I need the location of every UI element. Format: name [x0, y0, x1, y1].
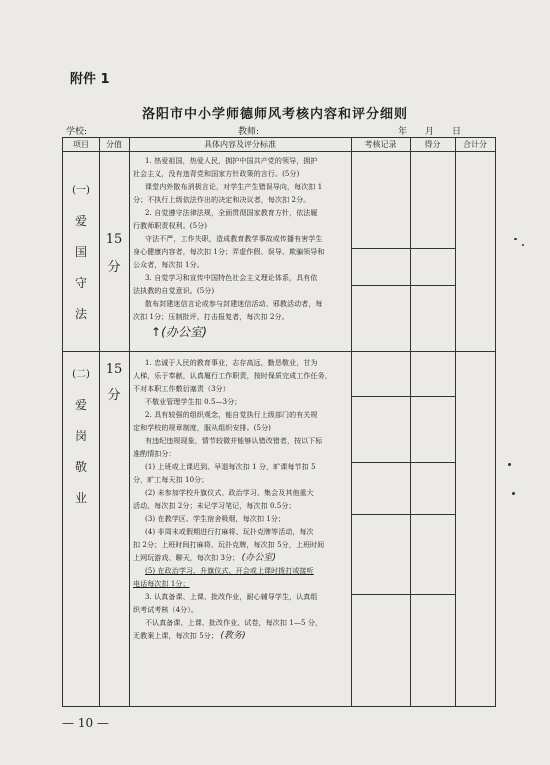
- section1-score: [99, 230, 129, 278]
- scan-speck: [508, 463, 511, 466]
- header-score: 分值: [106, 140, 122, 149]
- section2-score-value: 15: [105, 362, 123, 377]
- handwritten-note: (教务): [220, 631, 246, 641]
- section1-char: 国: [74, 245, 87, 259]
- section2-score-unit: 分: [107, 388, 121, 403]
- content-line: 定和学校的规章制度，服从组织安排。(5分): [133, 424, 272, 432]
- content-line: (1) 上班或上课迟到、早退每次扣 1 分，旷课每节扣 5: [145, 463, 316, 471]
- header-project: 项目: [73, 140, 89, 149]
- content-line: (3) 在教学区、学生宿舍吸烟，每次扣 1分；: [145, 515, 286, 523]
- content-line: 公众者，每次扣 1分。: [133, 261, 204, 269]
- content-line: 扣 2分；上班时间打麻将、玩扑克牌，每次扣 5分，上班时间: [133, 541, 325, 549]
- content-line: (5) 在政治学习、升旗仪式、开会或上课时拨打或接听: [145, 567, 314, 575]
- content-line: 不认真备课、上课、批改作业、试卷，每次扣 1—5 分，: [145, 619, 323, 627]
- grid-line: [351, 514, 455, 515]
- teacher-label: 教师:: [238, 127, 260, 137]
- section1-number: (一): [72, 185, 90, 196]
- scan-speck: [514, 238, 517, 240]
- content-line: 不敬业管理学生扣 0.5—3分；: [145, 398, 242, 406]
- content-line: 2. 具有较强的组织观念，能自觉执行上级部门的有关规: [145, 411, 318, 419]
- handwritten-note: (办公室): [241, 553, 277, 563]
- content-line-part: 上网玩游戏、聊天，每次扣 3分；: [133, 554, 240, 562]
- school-label: 学校:: [66, 127, 88, 137]
- content-line: 1. 热爱祖国，热爱人民，拥护中国共产党的领导，拥护: [145, 157, 318, 165]
- content-line: 有违纪违规现象，情节较微并能够认错改错者，按以下标: [145, 437, 323, 445]
- content-line: 散布封建迷信言论或参与封建迷信活动、邪教活动者，每: [145, 300, 323, 308]
- document-title: 洛阳市中小学师德师风考核内容和评分细则: [141, 107, 408, 122]
- content-line: 活动，每次扣 2分；未记学习笔记，每次扣 0.5分；: [133, 502, 296, 510]
- content-line: 3. 认真备课、上课、批改作业，耐心辅导学生，认真组: [145, 593, 318, 601]
- section1-char: 守: [74, 276, 87, 290]
- grid-line: [351, 248, 455, 249]
- content-line: 分；不执行上级依法作出的决定和决议者，每次扣 2分。: [133, 196, 311, 204]
- content-line: 社会主义，没有违背党和国家方针政策的言行。(5分): [133, 170, 300, 178]
- section2-score: [99, 360, 129, 406]
- content-line: 法执教的自觉意识。(5分): [133, 287, 215, 295]
- grid-line: [351, 594, 455, 595]
- attachment-label: 附件 1: [70, 72, 110, 87]
- content-line-part: 无教案上课，每次扣 5分；: [133, 632, 218, 640]
- content-line: (4) 非周末或假期进行打麻将、玩扑克牌等活动，每次: [145, 528, 314, 536]
- section2-char: 岗: [74, 429, 87, 443]
- table-header: [63, 138, 495, 152]
- section1-content: [133, 155, 351, 339]
- header-record: 考核记录: [364, 140, 397, 149]
- content-line: 不对本职工作敷衍塞责（3分）: [133, 385, 230, 393]
- grid-line: [410, 138, 411, 706]
- grid-line: [351, 462, 455, 463]
- content-line: 课堂内外散布消极言论，对学生产生错误导向，每次扣 1: [145, 183, 323, 191]
- section1-score-unit: 分: [107, 260, 121, 275]
- section1-project: [63, 180, 99, 325]
- section2-project: [63, 364, 99, 509]
- section-divider: [63, 351, 495, 352]
- content-line: 人梯，乐于奉献，认真履行工作职责，按时保质完成工作任务，: [133, 372, 332, 380]
- grid-line: [351, 138, 352, 706]
- grid-line: [351, 285, 455, 286]
- content-line: [133, 552, 351, 565]
- section2-char: 爱: [74, 398, 87, 412]
- year-label: 年: [398, 127, 408, 137]
- content-line: [133, 630, 351, 643]
- content-line: 2. 自觉遵守法律法规，全面贯彻国家教育方针，依法履: [145, 209, 318, 217]
- content-line: (2) 未参加学校升旗仪式、政治学习、集会及其他重大: [145, 489, 314, 497]
- content-line: 织考试考核（4分）。: [133, 606, 198, 614]
- header-content: 具体内容及评分标准: [204, 140, 276, 149]
- handwritten-note: ↑(办公室): [151, 325, 208, 339]
- month-label: 月: [425, 127, 435, 137]
- content-line: 身心健康内容者，每次扣 1分；弄虚作假、误导、欺骗领导和: [133, 248, 325, 256]
- section2-content: [133, 357, 351, 643]
- content-line: 行教师职责权利。(5分): [133, 222, 208, 230]
- grid-line: [351, 396, 455, 397]
- section2-char: 业: [74, 491, 87, 505]
- content-line: 次扣 1分；压制批评、打击报复者，每次扣 2分。: [133, 313, 289, 321]
- day-label: 日: [452, 127, 462, 137]
- section1-char: 法: [74, 307, 87, 321]
- content-line: 电话每次扣 1分；: [133, 580, 190, 588]
- section1-char: 爱: [74, 214, 87, 228]
- page-number: — 10 —: [62, 716, 109, 730]
- scan-speck: [512, 492, 515, 495]
- assessment-table: [62, 137, 496, 707]
- content-line: 守法不严，工作失职，造成教育教学事故或传播有害学生: [145, 235, 323, 243]
- content-line: 准酌情扣分：: [133, 450, 176, 458]
- section1-score-value: 15: [105, 232, 123, 247]
- content-line: 1. 忠诚于人民的教育事业，志存高远，勤恳敬业，甘为: [145, 359, 318, 367]
- section2-char: 敬: [74, 460, 87, 474]
- header-points: 得分: [424, 140, 441, 149]
- content-line: 3. 自觉学习和宣传中国特色社会主义理论体系，具有依: [145, 274, 318, 282]
- content-line: 分，旷工每天扣 10分；: [133, 476, 209, 484]
- section2-number: (二): [72, 369, 90, 380]
- scan-speck: [522, 244, 524, 246]
- grid-line: [455, 138, 456, 706]
- grid-line: [99, 138, 100, 706]
- header-total: 合计分: [463, 140, 487, 149]
- grid-line: [129, 138, 130, 706]
